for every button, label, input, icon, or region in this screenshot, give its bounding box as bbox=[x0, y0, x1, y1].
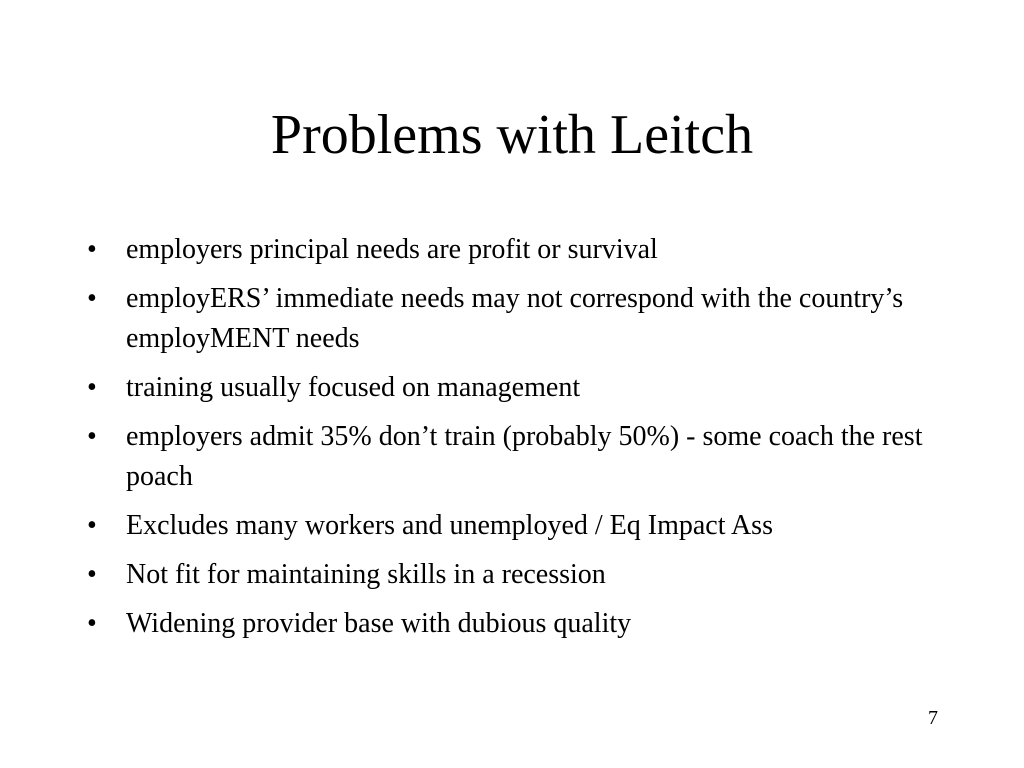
bullet-text: Excludes many workers and unemployed / Eq Impact Ass bbox=[126, 510, 773, 541]
slide-title: Problems with Leitch bbox=[270, 104, 754, 166]
bullet-icon: • bbox=[87, 421, 97, 452]
bullet-item bbox=[87, 506, 967, 546]
bullet-icon: • bbox=[87, 283, 97, 314]
bullet-item bbox=[87, 555, 967, 595]
bullet-text: Not fit for maintaining skills in a recession bbox=[126, 559, 606, 590]
bullet-item bbox=[87, 279, 967, 359]
bullet-text: Widening provider base with dubious quality bbox=[126, 608, 632, 639]
bullet-icon: • bbox=[87, 234, 97, 265]
bullet-text: employers admit 35% don’t train (probably 50%) - some coach the rest poach bbox=[126, 421, 923, 492]
page-number: 7 bbox=[928, 707, 938, 729]
bullet-text: employERS’ immediate needs may not correspond with the country’s employMENT needs bbox=[126, 283, 904, 354]
bullet-text: employers principal needs are profit or survival bbox=[126, 234, 658, 265]
bullet-list bbox=[87, 230, 967, 653]
bullet-icon: • bbox=[87, 559, 97, 590]
bullet-item bbox=[87, 604, 967, 644]
bullet-icon: • bbox=[87, 372, 97, 403]
bullet-icon: • bbox=[87, 510, 97, 541]
bullet-item bbox=[87, 368, 967, 408]
bullet-text: training usually focused on management bbox=[126, 372, 581, 403]
bullet-item bbox=[87, 230, 967, 270]
bullet-item bbox=[87, 417, 967, 497]
bullet-icon: • bbox=[87, 608, 97, 639]
